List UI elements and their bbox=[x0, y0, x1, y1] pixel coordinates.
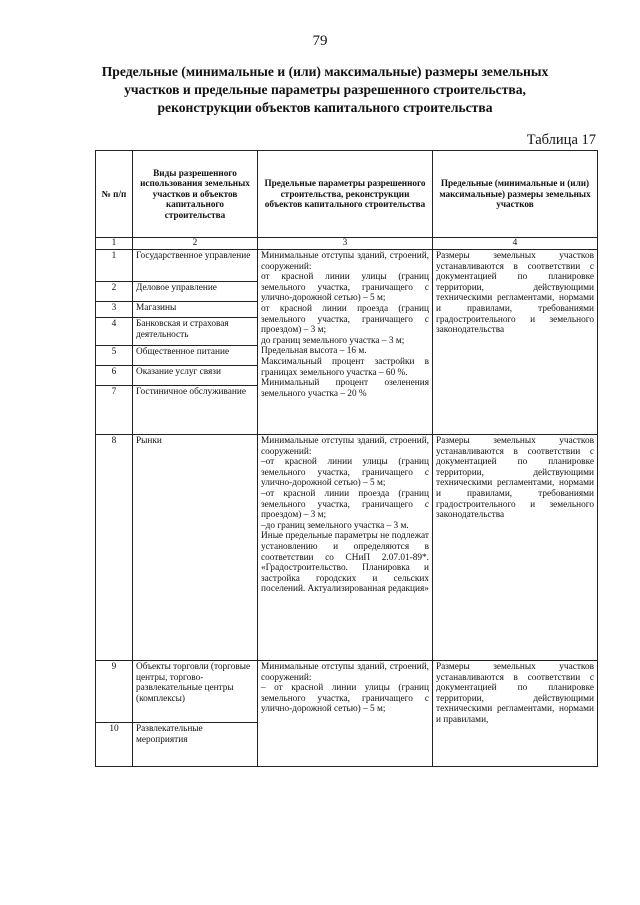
row-type: Гостиничное обслуживание bbox=[133, 386, 258, 435]
table-caption: Таблица 17 bbox=[526, 132, 596, 148]
params-line: от красной линии проезда (границ земельного участка, граничащего с проездом) – 3 м; bbox=[261, 303, 429, 336]
params-line: Минимальные отступы зданий, строений, сооружений: bbox=[261, 251, 429, 272]
params-cell bbox=[258, 661, 433, 767]
params-line: –от красной линии проезда (границ земельного участка, граничащего с проездом) – 3 м; bbox=[261, 488, 429, 521]
table-row bbox=[96, 250, 598, 282]
title-line: Предельные (минимальные и (или) максимальные) размеры земельных bbox=[101, 64, 549, 79]
sizes-cell: Размеры земельных участков устанавливаются в соответствии с документацией по планировке территории, действующими техническими регламентами, нормами и правилами, требованиями градостроительного и земельного законодательства bbox=[433, 250, 598, 435]
params-line: – от красной линии улицы (границ земельного участка, граничащего с улично-дорожной сетью) – 5 м; bbox=[261, 683, 429, 715]
column-number: 1 bbox=[96, 238, 133, 250]
title-line: реконструкции объектов капитального строительства bbox=[157, 100, 493, 115]
column-number: 2 bbox=[133, 238, 258, 250]
row-type: Развлекательные мероприятия bbox=[133, 723, 258, 767]
page-title bbox=[60, 63, 590, 117]
params-line: Иные предельные параметры не подлежат установлению и определяются в соответствии со СНиП 2.07.01-89*. «Градостроительство. Планировка и застройка городских и сельских поселений. Актуализированная редакция» bbox=[261, 531, 429, 595]
row-type: Объекты торговли (торговые центры, торгово-развлекательные центры (комплексы) bbox=[133, 661, 258, 723]
header-sizes: Предельные (минимальные и (или) максимальные) размеры земельных участков bbox=[433, 151, 598, 238]
row-number: 4 bbox=[96, 318, 133, 346]
params-line: Минимальные отступы зданий, строений, сооружений: bbox=[261, 662, 429, 683]
params-cell bbox=[258, 250, 433, 435]
row-number: 2 bbox=[96, 282, 133, 302]
row-type: Банковская и страховая деятельность bbox=[133, 318, 258, 346]
sizes-cell: Размеры земельных участков устанавливаются в соответствии с документацией по планировке территории, действующими техническими регламентами, нормами и правилами, требованиями градостроительного и земельного законодательства bbox=[433, 435, 598, 661]
table-row bbox=[96, 435, 598, 661]
column-number: 3 bbox=[258, 238, 433, 250]
row-number: 1 bbox=[96, 250, 133, 282]
params-line: Предельная высота – 16 м. bbox=[261, 346, 367, 357]
regulations-table bbox=[95, 150, 598, 767]
params-line: от красной линии улицы (границ земельного участка, граничащего с улично-дорожной сетью) – 5 м; bbox=[261, 272, 429, 304]
params-line: –от красной линии улицы (границ земельного участка, граничащего с улично-дорожной сетью) – 5 м; bbox=[261, 457, 429, 489]
params-cell bbox=[258, 435, 433, 661]
row-type: Оказание услуг связи bbox=[133, 366, 258, 386]
header-params: Предельные параметры разрешенного строительства, реконструкции объектов капитального строительства bbox=[258, 151, 433, 238]
row-type: Рынки bbox=[133, 435, 258, 661]
column-number: 4 bbox=[433, 238, 598, 250]
row-type: Общественное питание bbox=[133, 346, 258, 366]
sizes-cell: Размеры земельных участков устанавливаются в соответствии с документацией по планировке территории, действующими техническими регламентами, нормами и правилами, bbox=[433, 661, 598, 767]
page-number: 79 bbox=[312, 33, 328, 49]
row-number: 3 bbox=[96, 302, 133, 318]
params-line: Минимальный процент озеленения земельного участка – 20 % bbox=[261, 378, 429, 399]
params-line: –до границ земельного участка – 3 м. bbox=[261, 520, 409, 531]
header-num: № п/п bbox=[96, 151, 133, 238]
row-type: Государственное управление bbox=[133, 250, 258, 282]
row-number: 6 bbox=[96, 366, 133, 386]
params-line: Максимальный процент застройки в границах земельного участка – 60 %. bbox=[261, 356, 429, 378]
row-type: Магазины bbox=[133, 302, 258, 318]
row-number: 8 bbox=[96, 435, 133, 661]
title-line: участков и предельные параметры разрешенного строительства, bbox=[124, 82, 526, 97]
row-type: Деловое управление bbox=[133, 282, 258, 302]
row-number: 7 bbox=[96, 386, 133, 435]
header-type: Виды разрешенного использования земельных участков и объектов капитального строительства bbox=[133, 151, 258, 238]
header-row bbox=[96, 151, 598, 238]
table-row bbox=[96, 661, 598, 723]
row-number: 10 bbox=[96, 723, 133, 767]
row-number: 9 bbox=[96, 661, 133, 723]
params-line: Минимальные отступы зданий, строений, сооружений: bbox=[261, 436, 429, 457]
column-number-row bbox=[96, 238, 598, 250]
row-number: 5 bbox=[96, 346, 133, 366]
params-line: до границ земельного участка – 3 м; bbox=[261, 335, 405, 346]
